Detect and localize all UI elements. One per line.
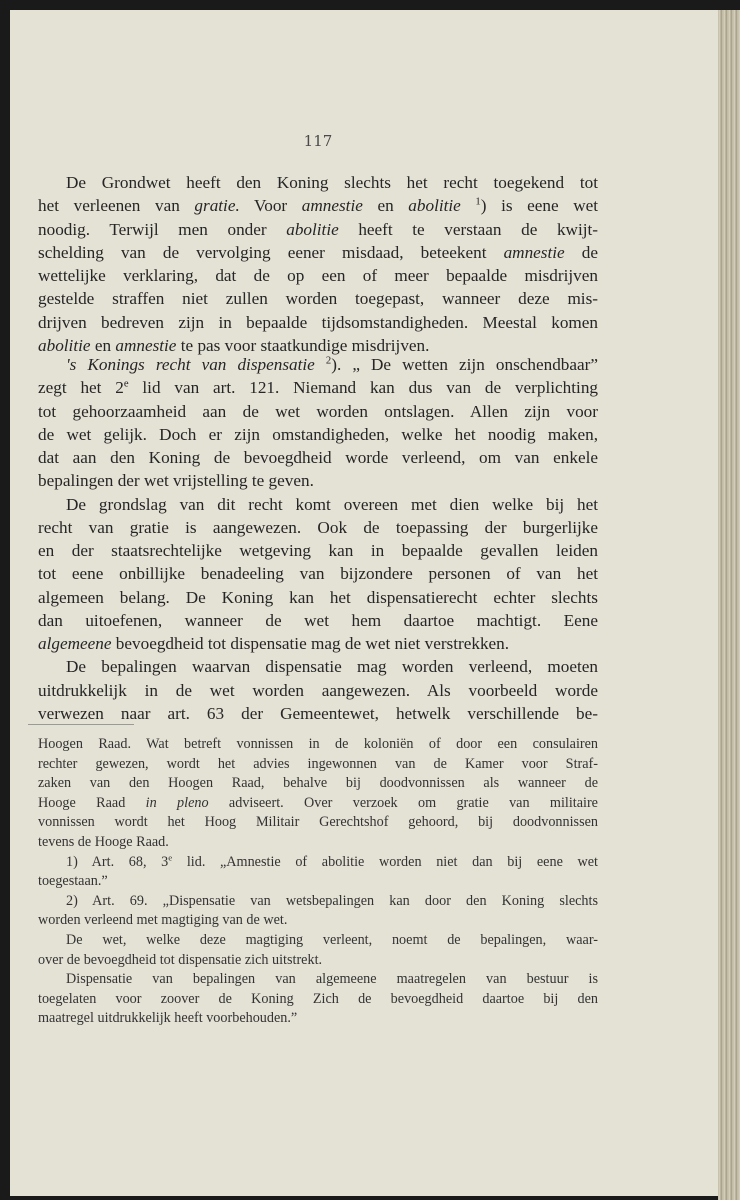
italic-term: in pleno [145,794,209,811]
text-line: wettelijke verklaring, dat de op een of meer bepaalde misdrijven [38,266,598,285]
text-line: verwezen naar art. 63 der Gemeentewet, hetwelk verschillende be- [38,703,598,723]
footnote-line: De wet, welke deze magtiging verleent, noemt de bepalingen, waar- [66,931,598,948]
footnote-1: 1) Art. 68, 3e lid. „Amnestie of abolitie worden niet dan bij eene wet [66,851,598,870]
text-line: het verleenen van gratie. Voor amnestie en abolitie $^1$) is eene wet [38,196,599,216]
text-line: tot eene onbillijke benadeeling van bijzondere personen of van het [38,564,598,584]
footnotes [38,735,598,1029]
text-line: noodig. Terwijl men onder abolitie heeft te verstaan de kwijt- [38,219,598,239]
footnote-divider [28,724,134,725]
italic-term: abolitie [38,335,91,355]
text-line: recht van gratie is aangewezen. Ook de toepassing der burgerlijke [38,517,598,537]
paragraph-grondwet [38,171,598,357]
footnote-line: toegelaten voor zoover de Koning Zich de bevoegdheid daartoe bij den [38,990,598,1007]
footnote-line: rechter gewezen, wordt het advies ingewonnen van de Kamer voor Straf- [38,755,598,772]
superscript: 1 [475,196,481,208]
italic-term: abolitie [286,219,339,239]
superscript: 2 [325,355,332,367]
footnote-line: tevens de Hooge Raad. [38,833,169,850]
paragraph-grondslag [38,493,598,656]
text-line: 's Konings recht van dispensatie $^2$). „ De wetten zijn onschendbaar” [66,355,598,374]
footnote-line: zaken van den Hoogen Raad, behalve bij doodvonnissen als wanneer de [38,775,598,792]
text-line: gestelde straffen niet zullen worden toegepast, wanneer deze mis- [38,289,598,309]
text-line: schelding van de vervolging eener misdaad, beteekent amnestie de [38,242,598,262]
text-line: De Grondwet heeft den Koning slechts het recht toegekend tot [66,173,598,192]
text-line: De grondslag van dit recht komt overeen met dien welke bij het [66,494,598,514]
text-line: abolitie en amnestie te pas voor staatkundige misdrijven. [38,335,430,355]
footnote-line: Hoogen Raad. Wat betreft vonnissen in de koloniën of door een consulairen [38,736,598,752]
italic-term: amnestie [503,242,565,262]
footnote-line: over de bevoegdheid tot dispensatie zich uitstrekt. [38,951,323,968]
superscript: e [168,851,173,862]
footnote-line: maatregel uitdrukkelijk heeft voorbehouden.” [38,1010,298,1027]
text-line: en der staatsrechtelijke wetgeving kan in bepaalde gevallen leiden [38,541,598,560]
paragraph-bepalingen [38,655,598,725]
text-line: dan uitoefenen, wanneer de wet hem daartoe machtigt. Eene [38,610,598,630]
text-line: dat aan den Koning de bevoegdheid worde verleend, om van enkele [38,448,598,467]
page-number: 117 [303,132,333,150]
text-line: algemeen belang. De Koning kan het dispensatierecht echter slechts [38,587,598,607]
text-line: De bepalingen waarvan dispensatie mag worden verleend, moeten [66,657,598,677]
footnote-line: Dispensatie van bepalingen van algemeene maatregelen van bestuur is [66,971,598,988]
footnote-line: toegestaan.” [38,873,108,890]
text-line: de wet gelijk. Doch er zijn omstandigheden, welke het noodig maken, [38,424,598,444]
italic-term: 's Konings recht van dispensatie [66,355,315,374]
italic-term: algemeene [38,634,112,653]
footnote-line: vonnissen wordt het Hoog Militair Gerechtshof gehoord, bij doodvonnissen [38,814,598,831]
text-line: uitdrukkelijk in de wet worden aangewezen. Als voorbeeld worde [38,680,598,700]
footnote-line: Hooge Raad in pleno adviseert. Over verzoek om gratie van militaire [38,794,598,811]
text-line: drijven bedreven zijn in bepaalde tijdsomstandigheden. Meestal komen [38,312,598,332]
paragraph-dispensatie [38,353,598,493]
italic-term: abolitie [408,196,461,216]
text-line: bepalingen der wet vrijstelling te geven. [38,471,314,491]
text-line: zegt het 2e lid van art. 121. Niemand kan dus van de verplichting [38,378,599,398]
footnote-line: worden verleend met magtiging van de wet. [38,912,288,929]
text-line: algemeene bevoegdheid tot dispensatie mag de wet niet verstrekken. [38,634,510,653]
footnote-2: 2) Art. 69. „Dispensatie van wetsbepalingen kan door den Koning slechts [66,892,598,909]
italic-term: amnestie [115,335,177,355]
text-line: tot gehoorzaamheid aan de wet worden ontslagen. Allen zijn voor [38,401,598,421]
book-spine-edge [718,10,740,1200]
book-page [10,10,718,1196]
superscript: e [123,378,129,390]
italic-term: gratie. [194,196,240,216]
italic-term: amnestie [301,196,363,216]
